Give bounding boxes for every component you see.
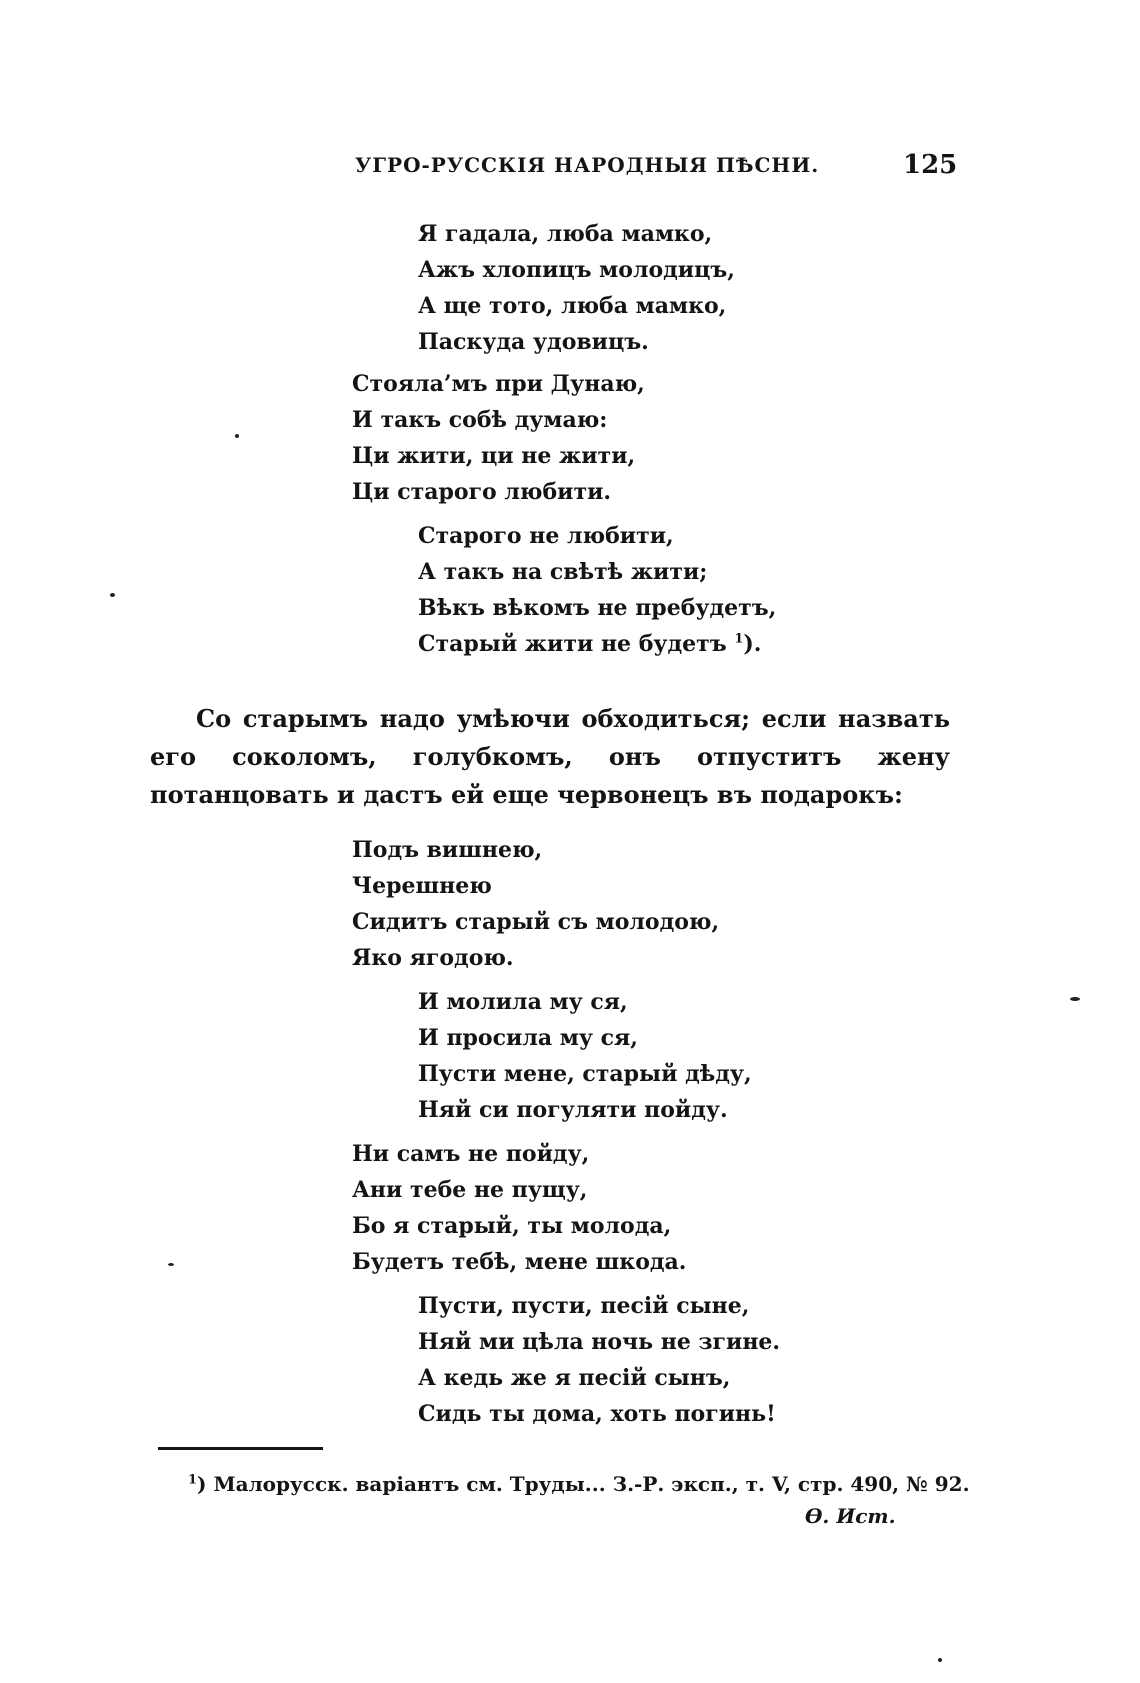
- verse-line: И просила му ся,: [418, 1025, 638, 1051]
- scan-speck: [110, 593, 115, 597]
- footnote-text: Малорусск. варіантъ см. Труды... З.-Р. эксп., т. V, стр. 490, № 92.: [213, 1472, 970, 1496]
- verse-line: Бо я старый, ты молода,: [352, 1213, 672, 1239]
- verse-line: А кедь же я песій сынъ,: [418, 1365, 731, 1391]
- footnote-paren: ): [197, 1472, 207, 1496]
- verse-line: Няй ми цѣла ночь не згине.: [418, 1329, 781, 1355]
- running-title: УГРО-РУССКІЯ НАРОДНЫЯ ПѢСНИ.: [355, 153, 820, 177]
- verse-line: Будетъ тебѣ, мене шкода.: [352, 1249, 687, 1275]
- verse-line: Ни самъ не пойду,: [352, 1141, 590, 1167]
- prose-paragraph: Со старымъ надо умѣючи обходиться; если назвать его соколомъ, голубкомъ, онъ отпуститъ жену потанцовать и дастъ ей еще червонецъ въ подарокъ:: [150, 704, 950, 809]
- verse-line: Я гадала, люба мамко,: [418, 221, 713, 247]
- footnote-marker: 1: [188, 1472, 198, 1488]
- verse-line: Ажъ хлопицъ молодицъ,: [418, 257, 735, 283]
- verse-line: Няй си погуляти пойду.: [418, 1097, 728, 1123]
- verse-line: Вѣкъ вѣкомъ не пребудетъ,: [418, 595, 777, 621]
- footnote-signature: Ѳ. Ист.: [805, 1504, 896, 1528]
- verse-line: Сидь ты дома, хоть погинь!: [418, 1401, 776, 1427]
- song1-stanza-3: [418, 518, 776, 662]
- song2-stanza-1: [352, 832, 719, 976]
- verse-line: Стояла’мъ при Дунаю,: [352, 371, 645, 397]
- verse-line: И молила му ся,: [418, 989, 628, 1015]
- verse-line: Подъ вишнею,: [352, 837, 543, 863]
- footnote: [188, 1472, 970, 1496]
- scan-speck: [1070, 997, 1080, 1001]
- song2-stanza-2: [418, 984, 752, 1128]
- scan-speck: [938, 1658, 942, 1662]
- footnote-reference: 1: [734, 631, 744, 647]
- verse-line: И такъ собѣ думаю:: [352, 407, 608, 433]
- verse-line: А такъ на свѣтѣ жити;: [418, 559, 708, 585]
- page-number: 125: [903, 150, 958, 180]
- verse-line: А ще тото, люба мамко,: [418, 293, 727, 319]
- verse-line: Старого не любити,: [418, 523, 674, 549]
- song2-stanza-3: [352, 1136, 686, 1280]
- verse-line: Пусти, пусти, песій сыне,: [418, 1293, 750, 1319]
- verse-line: [418, 626, 776, 662]
- scan-speck: [168, 1263, 174, 1266]
- verse-line: Паскуда удовицъ.: [418, 329, 649, 355]
- song1-stanza-1: [418, 216, 735, 360]
- verse-line: Ци старого любити.: [352, 479, 612, 505]
- scan-speck: [235, 434, 239, 438]
- verse-line: Сидитъ старый съ молодою,: [352, 909, 720, 935]
- song2-stanza-4: [418, 1288, 780, 1432]
- verse-text: Старый жити не будетъ: [418, 631, 727, 657]
- footnote-divider: [158, 1447, 323, 1450]
- verse-line: Яко ягодою.: [352, 945, 514, 971]
- verse-line: Ани тебе не пущу,: [352, 1177, 588, 1203]
- verse-line: Пусти мене, старый дѣду,: [418, 1061, 752, 1087]
- verse-line: Ци жити, ци не жити,: [352, 443, 636, 469]
- song1-stanza-2: [352, 366, 645, 510]
- verse-closing: ).: [743, 631, 762, 657]
- verse-line: Черешнею: [352, 873, 492, 899]
